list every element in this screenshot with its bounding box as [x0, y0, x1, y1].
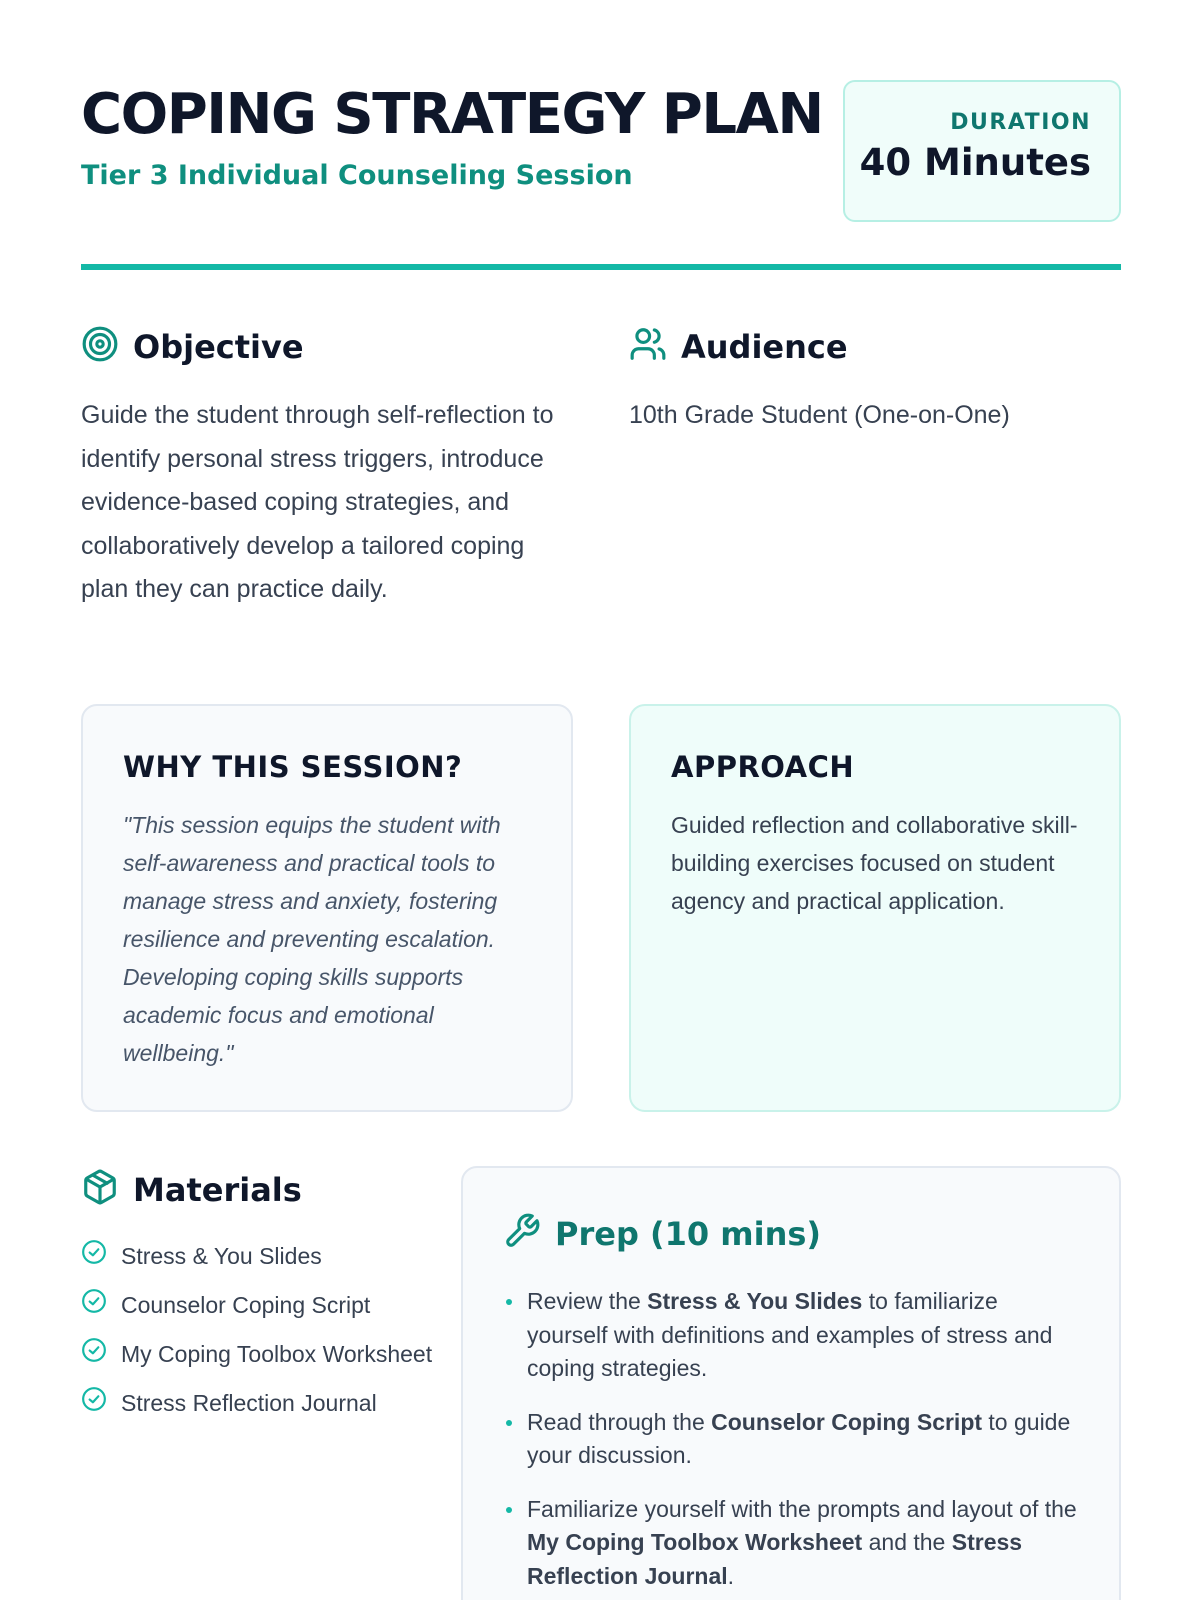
page-subtitle: Tier 3 Individual Counseling Session	[81, 160, 633, 191]
objective-section	[81, 325, 561, 612]
header-divider	[81, 264, 1121, 270]
check-circle-icon	[81, 1288, 107, 1323]
why-heading: WHY THIS SESSION?	[123, 750, 463, 784]
materials-list	[81, 1239, 441, 1421]
prep-text: to familiarize yourself with definitions and examples of stress and coping strategies.	[527, 1288, 1053, 1381]
list-item	[81, 1239, 441, 1274]
list-item	[503, 1406, 1079, 1473]
users-icon	[629, 325, 667, 368]
prep-text: and the	[862, 1529, 952, 1555]
prep-text: Review the	[527, 1288, 648, 1314]
list-item	[503, 1493, 1079, 1594]
prep-card	[461, 1166, 1121, 1600]
materials-heading: Materials	[133, 1170, 302, 1209]
lesson-plan-page	[81, 0, 1121, 1589]
duration-value: 40 Minutes	[859, 141, 1091, 184]
prep-text: Familiarize yourself with the prompts and layout of the	[527, 1495, 1077, 1522]
wrench-icon	[503, 1212, 541, 1255]
prep-text: Read through the	[527, 1408, 712, 1435]
list-item	[81, 1337, 441, 1372]
approach-card	[629, 704, 1121, 1112]
target-icon	[81, 325, 119, 368]
why-session-card	[81, 704, 573, 1112]
objective-text: Guide the student through self-reflection to identify personal stress triggers, introduce evidence-based coping strategies, and collaboratively develop a tailored coping plan they can practice daily.	[81, 401, 554, 603]
prep-material-name: Stress Reflection Journal	[527, 1529, 1023, 1589]
check-circle-icon	[81, 1386, 107, 1421]
material-label: Counselor Coping Script	[121, 1292, 371, 1318]
prep-material-name: Counselor Coping Script	[711, 1408, 983, 1435]
duration-badge	[843, 80, 1121, 222]
audience-heading: Audience	[681, 327, 848, 366]
prep-text: .	[727, 1562, 735, 1589]
materials-section	[81, 1168, 441, 1435]
prep-heading: Prep (10 mins)	[555, 1214, 822, 1253]
material-label: My Coping Toolbox Worksheet	[121, 1341, 433, 1367]
approach-heading: APPROACH	[671, 750, 855, 784]
audience-text: 10th Grade Student (One-on-One)	[629, 401, 1010, 429]
prep-list	[503, 1285, 1079, 1593]
audience-section	[629, 325, 1121, 438]
box-icon	[81, 1168, 119, 1211]
check-circle-icon	[81, 1239, 107, 1274]
page-title: COPING STRATEGY PLAN	[81, 82, 823, 147]
objective-heading: Objective	[133, 327, 304, 366]
approach-text: Guided reflection and collaborative skill-building exercises focused on student agency and practical application.	[671, 812, 1078, 914]
list-item	[81, 1288, 441, 1323]
why-quote: "This session equips the student with self-awareness and practical tools to manage stress and anxiety, fostering resilience and preventing escalation. Developing coping skills supports academic focus and emotional wellbeing."	[123, 812, 501, 1066]
material-label: Stress & You Slides	[121, 1243, 322, 1269]
header	[81, 0, 1121, 270]
list-item	[81, 1386, 441, 1421]
material-label: Stress Reflection Journal	[121, 1390, 377, 1416]
duration-label: DURATION	[950, 110, 1091, 135]
prep-material-name: My Coping Toolbox Worksheet	[527, 1529, 863, 1555]
prep-material-name: Stress & You Slides	[647, 1288, 863, 1314]
list-item	[503, 1285, 1079, 1386]
check-circle-icon	[81, 1337, 107, 1372]
prep-text: to guide your discussion.	[527, 1408, 1071, 1468]
